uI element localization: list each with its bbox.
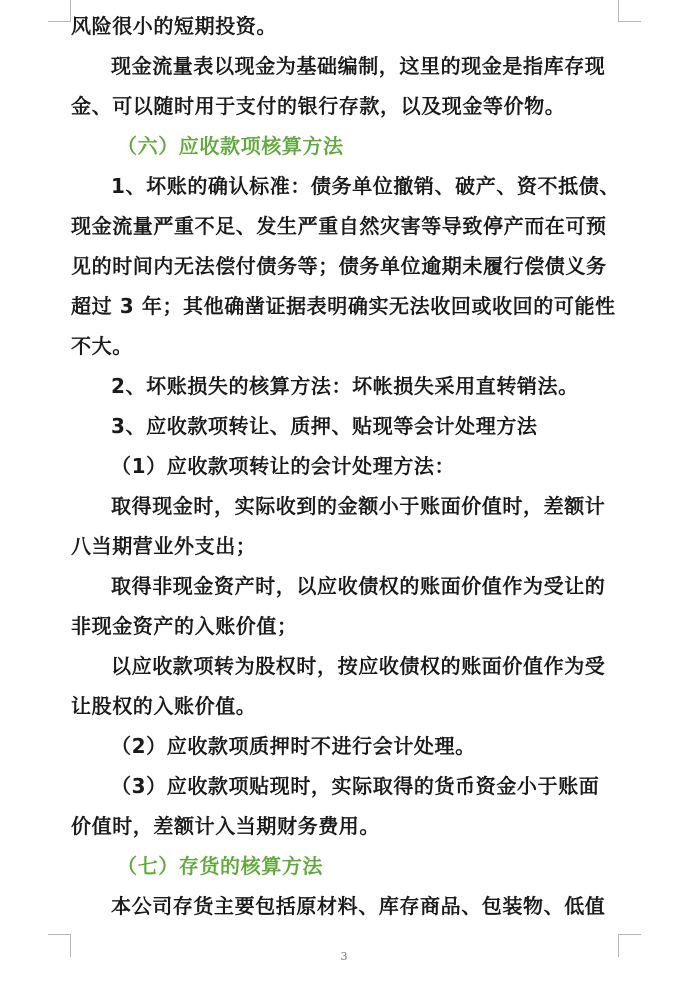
- body-line: 不大。: [71, 334, 133, 358]
- body-line: （1）应收款项转让的会计处理方法：: [111, 454, 456, 478]
- document-body: [71, 6, 631, 926]
- section-heading-receivables: （六）应收款项核算方法: [117, 134, 344, 158]
- body-line: 现金流量严重不足、发生严重自然灾害等导致停产而在可预: [71, 214, 607, 238]
- body-line: 超过 3 年；其他确凿证据表明确实无法收回或收回的可能性: [71, 294, 616, 318]
- body-line: 1、坏账的确认标准：债务单位撤销、破产、资不抵债、: [111, 174, 620, 198]
- body-line: 风险很小的短期投资。: [71, 14, 277, 38]
- section-heading-inventory: （七）存货的核算方法: [117, 854, 323, 878]
- body-line: 非现金资产的入账价值；: [71, 614, 298, 638]
- body-line: 本公司存货主要包括原材料、库存商品、包装物、低值: [111, 894, 606, 918]
- body-line: 价值时，差额计入当期财务费用。: [71, 814, 380, 838]
- body-line: 八当期营业外支出；: [71, 534, 257, 558]
- body-line: 见的时间内无法偿付债务等；债务单位逾期未履行偿债义务: [71, 254, 607, 278]
- page-corner-mark-top-left: [48, 0, 71, 22]
- body-line: 让股权的入账价值。: [71, 694, 257, 718]
- body-line: 金、可以随时用于支付的银行存款，以及现金等价物。: [71, 94, 566, 118]
- body-line: 2、坏账损失的核算方法：坏帐损失采用直转销法。: [111, 374, 579, 398]
- body-line: （3）应收款项贴现时，实际取得的货币资金小于账面: [111, 774, 600, 798]
- body-line: 取得现金时，实际收到的金额小于账面价值时，差额计: [111, 494, 606, 518]
- body-line: 3、应收款项转让、质押、贴现等会计处理方法: [111, 414, 538, 438]
- body-line: 现金流量表以现金为基础编制，这里的现金是指库存现: [111, 54, 606, 78]
- page-number: 3: [340, 950, 348, 963]
- body-line: （2）应收款项质押时不进行会计处理。: [111, 734, 476, 758]
- body-line: 以应收款项转为股权时，按应收债权的账面价值作为受: [111, 654, 606, 678]
- body-line: 取得非现金资产时，以应收债权的账面价值作为受让的: [111, 574, 606, 598]
